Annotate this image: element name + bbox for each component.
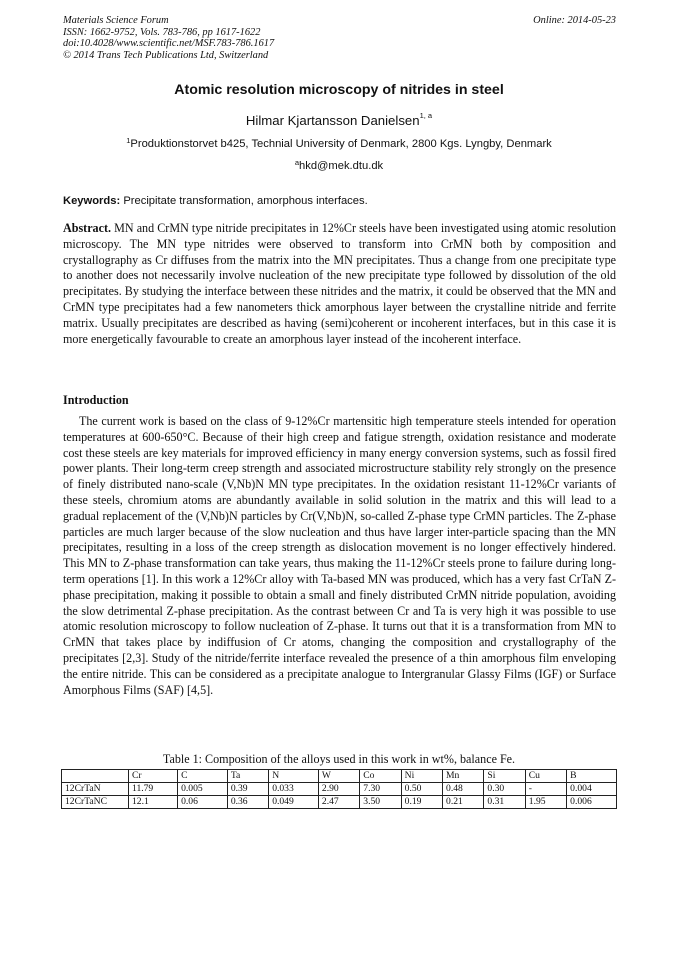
table-row [62,796,617,809]
table-cell: 11.79 [129,783,178,796]
table-cell: 12CrTaNC [62,796,129,809]
composition-table-body [62,770,617,809]
table-cell: N [269,770,319,783]
email-superscript: a [294,158,300,167]
table-cell: 1.95 [525,796,566,809]
keywords-text: Precipitate transformation, amorphous interfaces. [123,195,368,207]
keywords [63,195,616,207]
table-cell: Cu [525,770,566,783]
table-row [62,783,617,796]
abstract-text: MN and CrMN type nitride precipitates in 12%Cr steels have been investigated using atomic resolution microscopy. The MN type nitrides were observed to transform into CrMN both by composition and crystallography as Cr diffuses from the matrix into the MN precipitates. Thus a change from one precipitate type to another does not necessarily involve nucleation of the new precipitate type followed by dissolution of the old precipitates. By studying the interface between these nitrides and the matrix, it could be observed that the MN and CrMN type precipitates had a few nanometers thick amorphous layer between the crystalline nitride and ferrite matrix. Usually precipitates are described as having (semi)coherent or incoherent interfaces, but in this case it is more energetically favourable to create an amorphous layer instead of the incoherent interface. [63,221,617,346]
table-cell: 2.90 [318,783,359,796]
table-cell: 0.48 [443,783,484,796]
journal-header [63,15,616,61]
paper-title: Atomic resolution microscopy of nitrides in steel [174,82,504,98]
online-date: Online: 2014-05-23 [533,15,616,26]
abstract-label: Abstract. [63,221,112,235]
table-cell: 7.30 [360,783,401,796]
issn-line: ISSN: 1662-9752, Vols. 783-786, pp 1617-1622 [63,26,261,38]
table-cell: Si [484,770,525,783]
table-cell: 0.39 [227,783,268,796]
table-cell: 0.006 [567,796,617,809]
table-cell: 12CrTaN [62,783,129,796]
table-caption: Table 1: Composition of the alloys used in this work in wt%, balance Fe. [162,752,516,766]
keywords-label: Keywords: [63,195,121,207]
table-cell: 0.004 [567,783,617,796]
journal-name: Materials Science Forum [63,15,169,26]
table-cell: W [318,770,359,783]
table-cell: 3.50 [360,796,401,809]
table-header-row [62,770,617,783]
table-cell [62,770,129,783]
affiliation-superscript: 1 [126,136,131,145]
table-cell: Cr [129,770,178,783]
table-cell: 0.033 [269,783,319,796]
table-cell: - [525,783,566,796]
introduction-paragraph: The current work is based on the class of 9-12%Cr martensitic high temperature steels intended for operation temperatures at 600-650°C. Because of their high creep and fatigue strength, oxidation resistance and moderate cost these steels are key materials for improved efficiency in many energy conversion systems, such as fossil fired power plants. Their long-term creep strength and associated microstructure stability rely strongly on the presence of finely distributed nano-scale (V,Nb)N MN type precipitates. In the oxidation resistant 11-12%Cr variants of these steels, chromium atoms are abundantly available in solid solution in the matrix and this will lead to a gradual replacement of the (V,Nb)N particles by Cr(V,Nb)N, so-called Z-phase type CrMN particles. The Z-phase particles are much larger because of the slow nucleation and thus have larger inter-particle spacing than the MN precipitates, resulting in a loss of the creep strength as dislocation movement is no longer effectively hindered. This MN to Z-phase transformation can take years, thus making the 11-12%Cr steels prone to failure during long-term operations [1]. In this work a 12%Cr alloy with Ta-based MN was produced, which has a very fast CrTaN Z-phase precipitation, making it possible to obtain a small and finely distributed CrMN nitride population, avoiding the slow detrimental Z-phase precipitation. As the contrast between Cr and Ta is very high it was possible to use atomic resolution microscopy to follow nucleation of Z-phase. It turns out that it is a transformation from MN to CrMN that takes place by indiffusion of Cr atoms, changing the composition and crystallography of the precipitates [2,3]. Study of the nitride/ferrite interface revealed the presence of a thin amorphous film enveloping the entire nitride. This can be considered as a precipitate analogue to Intergranular Glassy Films (IGF) or Surface Amorphous Films (SAF) [4,5]. [63,414,616,697]
table-cell: Co [360,770,401,783]
table-cell: C [178,770,228,783]
author-name: Hilmar Kjartansson Danielsen [245,113,420,128]
table-cell: 0.30 [484,783,525,796]
table-cell: 0.50 [401,783,442,796]
affiliation [0,138,678,150]
email-address: hkd@mek.dtu.dk [299,160,384,172]
table-cell: Ni [401,770,442,783]
copyright-line: © 2014 Trans Tech Publications Ltd, Switzerland [63,49,269,61]
table-cell: 0.19 [401,796,442,809]
table-cell: Ta [227,770,268,783]
affiliation-text: Produktionstorvet b425, Technial University of Denmark, 2800 Kgs. Lyngby, Denmark [130,138,552,150]
table-cell: Mn [443,770,484,783]
author-line [0,113,678,128]
table-cell: B [567,770,617,783]
table-cell: 0.36 [227,796,268,809]
doi-line: doi:10.4028/www.scientific.net/MSF.783-786.1617 [63,38,275,50]
table-cell: 2.47 [318,796,359,809]
table-cell: 0.21 [443,796,484,809]
author-superscript: 1, a [419,111,433,120]
section-heading-introduction: Introduction [63,393,129,407]
table-cell: 0.06 [178,796,228,809]
email-line [0,160,678,172]
table-cell: 0.049 [269,796,319,809]
composition-table [61,769,617,809]
abstract [63,221,616,347]
table-cell: 0.005 [178,783,228,796]
table-cell: 12.1 [129,796,178,809]
table-cell: 0.31 [484,796,525,809]
